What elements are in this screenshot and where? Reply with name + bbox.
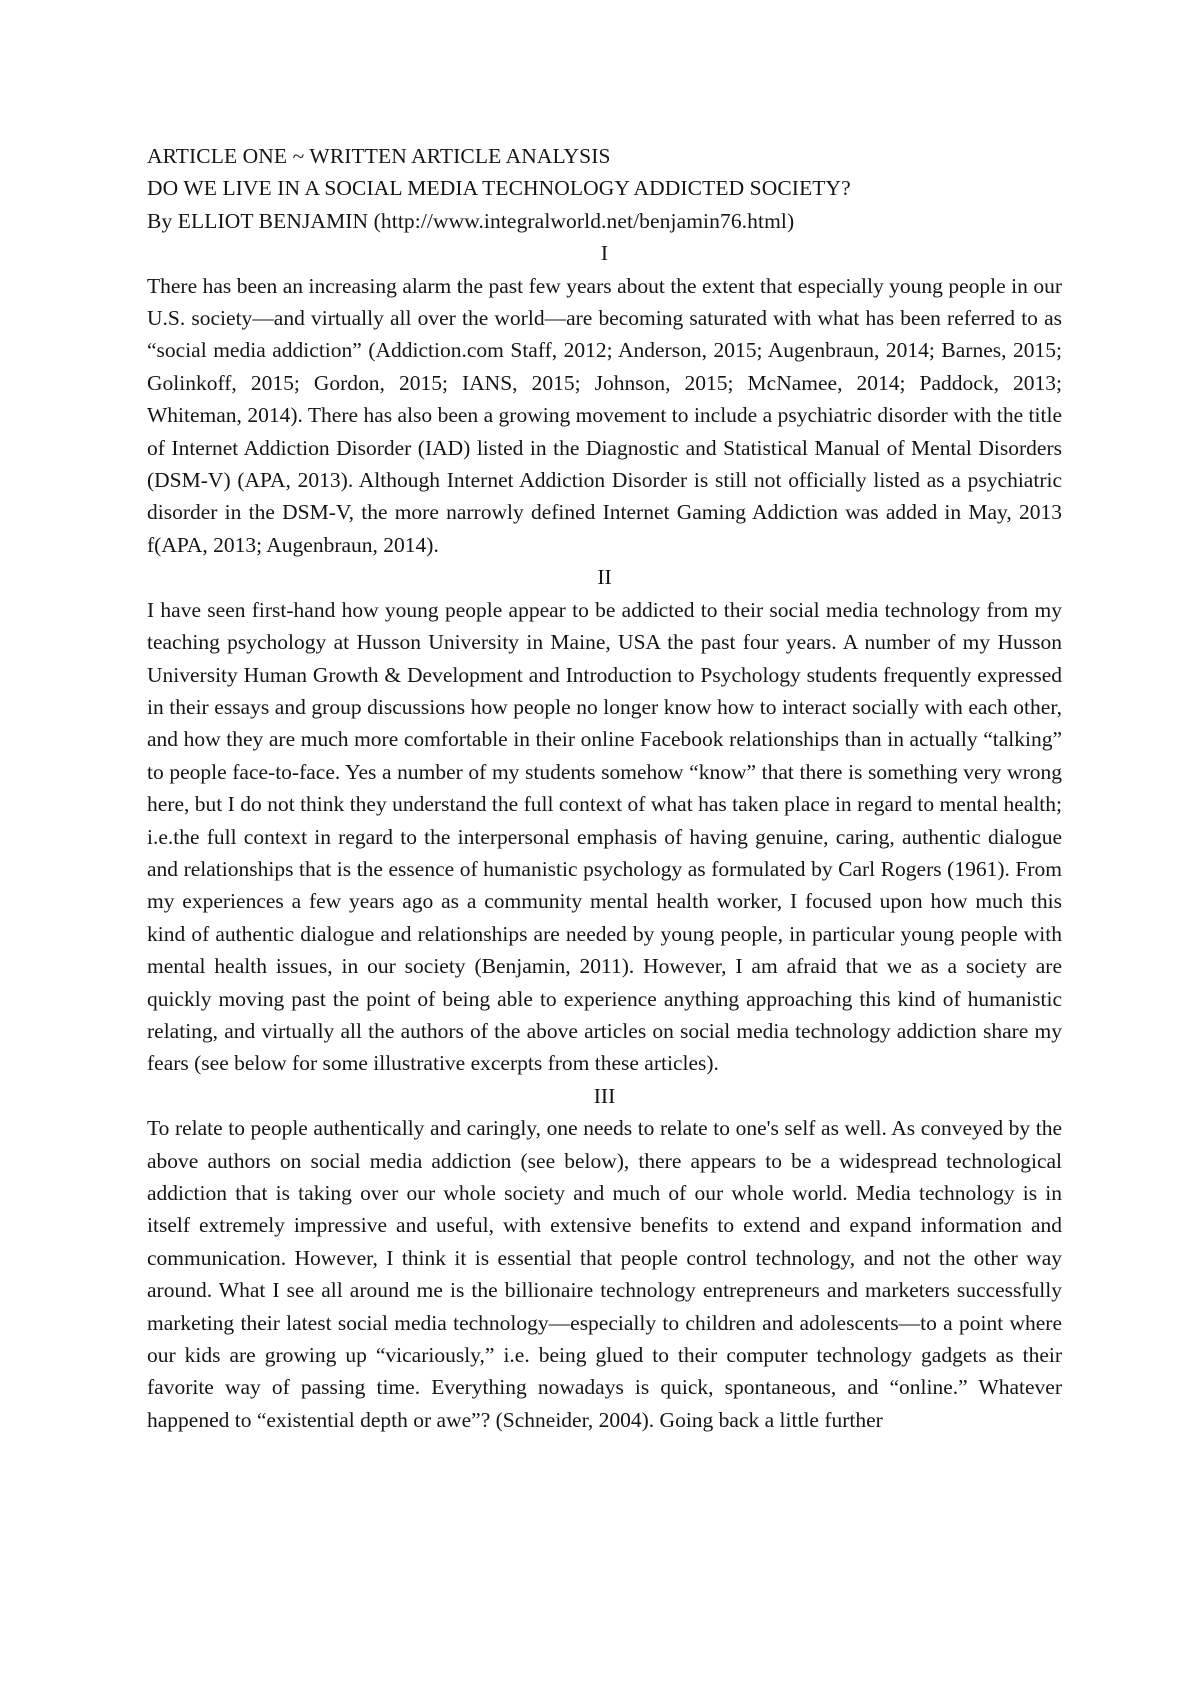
section-numeral-1: I [600,241,609,266]
section-paragraph-3: To relate to people authentically and caringly, one needs to relate to one's self as well. As conveyed by the above authors on social media addiction (see below), there appears to be a widespread technological addiction that is taking over our whole society and much of our whole world. Media technology is in itself extremely impressive and useful, with extensive benefits to extend and expand information and communication. However, I think it is essential that people control technology, and not the other way around. What I see all around me is the billionaire technology entrepreneurs and marketers successfully marketing their latest social media technology—especially to children and adolescents—to a point where our kids are growing up “vicariously,” i.e. being glued to their computer technology gadgets as their favorite way of passing time. Everything nowadays is quick, spontaneous, and “online.” Whatever happened to “existential depth or awe”? (Schneider, 2004). Going back a little further [147,1116,1062,1432]
article-title: DO WE LIVE IN A SOCIAL MEDIA TECHNOLOGY ADDICTED SOCIETY? [147,176,851,201]
document-page [147,140,1062,1436]
section-numeral-2: II [597,565,612,590]
article-label: ARTICLE ONE ~ WRITTEN ARTICLE ANALYSIS [147,144,611,168]
article-byline: By ELLIOT BENJAMIN (http://www.integralworld.net/benjamin76.html) [147,208,795,233]
section-paragraph-1: There has been an increasing alarm the past few years about the extent that especially young people in our U.S. society—and virtually all over the world—are becoming saturated with what has been referred to as “social media addiction” (Addiction.com Staff, 2012; Anderson, 2015; Augenbraun, 2014; Barnes, 2015; Golinkoff, 2015; Gordon, 2015; IANS, 2015; Johnson, 2015; McNamee, 2014; Paddock, 2013; Whiteman, 2014). There has also been a growing movement to include a psychiatric disorder with the title of Internet Addiction Disorder (IAD) listed in the Diagnostic and Statistical Manual of Mental Disorders (DSM-V) (APA, 2013). Although Internet Addiction Disorder is still not officially listed as a psychiatric disorder in the DSM-V, the more narrowly defined Internet Gaming Addiction was added in May, 2013 f(APA, 2013; Augenbraun, 2014). [147,273,1062,557]
section-numeral-3: III [593,1083,616,1108]
section-paragraph-2: I have seen first-hand how young people appear to be addicted to their social media technology from my teaching psychology at Husson University in Maine, USA the past four years. A number of my Husson University Human Growth & Development and Introduction to Psychology students frequently expressed in their essays and group discussions how people no longer know how to interact socially with each other, and how they are much more comfortable in their online Facebook relationships than in actually “talking” to people face-to-face. Yes a number of my students somehow “know” that there is something very wrong here, but I do not think they understand the full context of what has taken place in regard to mental health; i.e.the full context in regard to the interpersonal emphasis of having genuine, caring, authentic dialogue and relationships that is the essence of humanistic psychology as formulated by Carl Rogers (1961). From my experiences a few years ago as a community mental health worker, I focused upon how much this kind of authentic dialogue and relationships are needed by young people, in particular young people with mental health issues, in our society (Benjamin, 2011). However, I am afraid that we as a society are quickly moving past the point of being able to experience anything approaching this kind of humanistic relating, and virtually all the authors of the above articles on social media technology addiction share my fears (see below for some illustrative excerpts from these articles). [147,597,1062,1076]
